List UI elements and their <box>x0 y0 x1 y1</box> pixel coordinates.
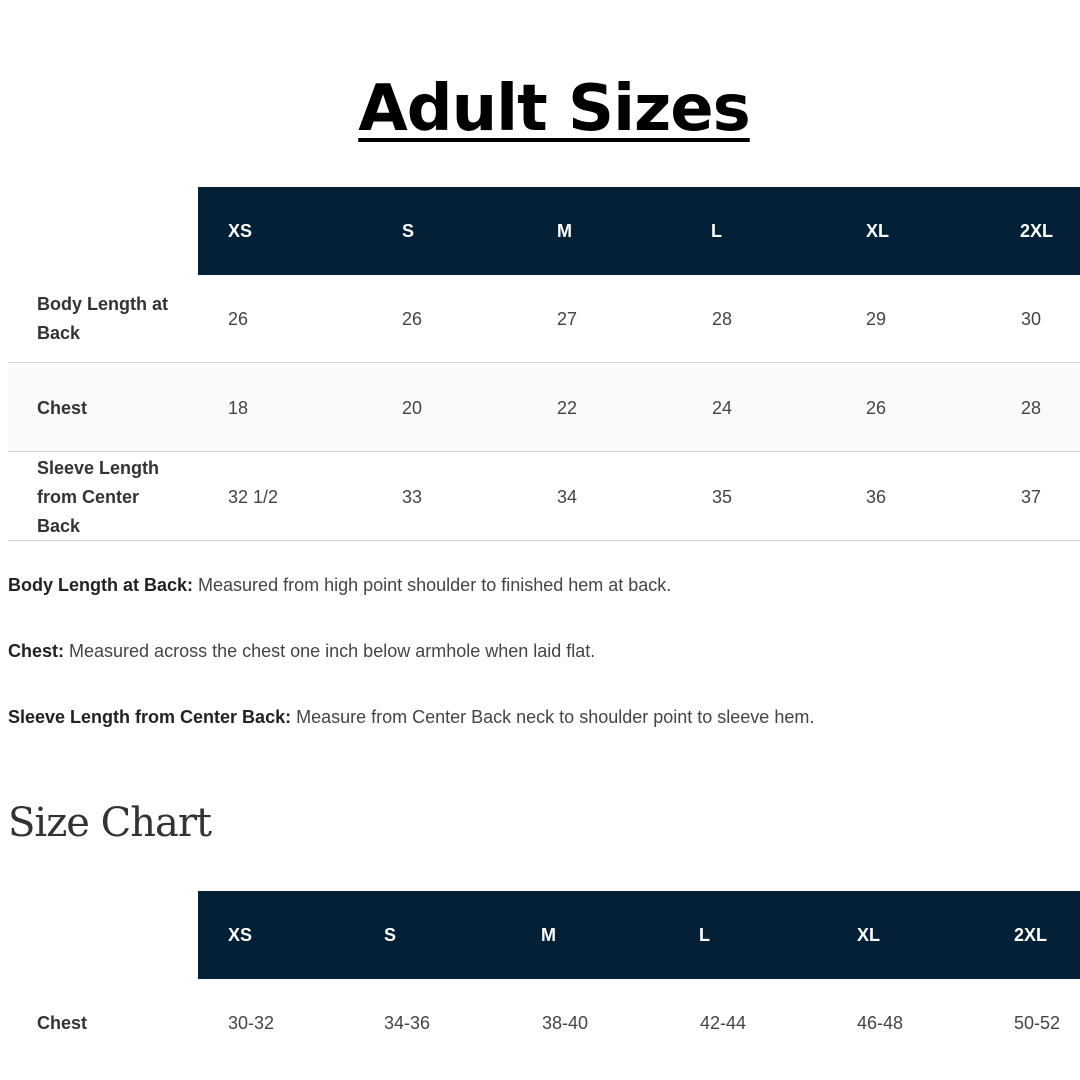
table-cell: 26 <box>866 398 887 418</box>
definition-term: Sleeve Length from Center Back: <box>8 707 292 727</box>
definition-term: Body Length at Back: <box>8 575 194 595</box>
size-table-header <box>198 187 1080 275</box>
table-row <box>8 453 1080 541</box>
table-cell: 24 <box>712 398 733 418</box>
table-cell: 42-44 <box>700 1013 747 1033</box>
table-row <box>8 275 1080 363</box>
table-cell: 18 <box>228 398 249 418</box>
definition-text: Measured from high point shoulder to finished hem at back. <box>193 575 672 595</box>
size-header-s: S <box>402 221 415 241</box>
size-header-xl: XL <box>857 925 881 945</box>
row-label-sleeve-length: Sleeve Length from Center Back <box>37 457 160 536</box>
size-header-l: L <box>711 221 722 241</box>
table-row <box>8 979 1080 1067</box>
table-cell: 32 1/2 <box>228 487 279 507</box>
table-cell: 46-48 <box>857 1013 904 1033</box>
table-cell: 30-32 <box>228 1013 275 1033</box>
table-row <box>8 364 1080 452</box>
size-header-xl: XL <box>866 221 890 241</box>
table-cell: 34-36 <box>384 1013 431 1033</box>
definition-text: Measure from Center Back neck to shoulder point to sleeve hem. <box>291 707 815 727</box>
table-cell: 26 <box>402 309 423 329</box>
row-label-chest: Chest <box>37 397 88 418</box>
row-label-body-length: Body Length at Back <box>37 294 168 343</box>
table-cell: 22 <box>557 398 578 418</box>
table-cell: 30 <box>1021 309 1042 329</box>
size-header-l: L <box>699 925 710 945</box>
table-cell: 20 <box>402 398 423 418</box>
table-cell: 35 <box>712 487 733 507</box>
table-cell: 37 <box>1021 487 1042 507</box>
definition-text: Measured across the chest one inch below armhole when laid flat. <box>64 641 596 661</box>
table-cell: 34 <box>557 487 578 507</box>
size-header-m: M <box>557 221 572 241</box>
size-header-2xl: 2XL <box>1014 925 1048 945</box>
table-cell: 36 <box>866 487 887 507</box>
table-cell: 50-52 <box>1014 1013 1061 1033</box>
table-cell: 38-40 <box>542 1013 589 1033</box>
table-cell: 33 <box>402 487 423 507</box>
table-cell: 27 <box>557 309 578 329</box>
definition-body-length <box>8 575 1068 596</box>
definition-chest <box>8 641 1068 662</box>
size-header-xs: XS <box>228 925 253 945</box>
definition-sleeve-length <box>8 707 1068 728</box>
table-cell: 28 <box>1021 398 1042 418</box>
table-cell: 28 <box>712 309 733 329</box>
section-title: Size Chart <box>8 800 212 846</box>
size-header-s: S <box>384 925 397 945</box>
page-title: Adult Sizes <box>358 72 750 146</box>
table-cell: 29 <box>866 309 887 329</box>
definition-term: Chest: <box>8 641 65 661</box>
table-cell: 26 <box>228 309 249 329</box>
size-header-m: M <box>541 925 556 945</box>
size-chart-header <box>198 891 1080 979</box>
row-label-chest: Chest <box>37 1012 88 1033</box>
size-header-xs: XS <box>228 221 253 241</box>
size-header-2xl: 2XL <box>1020 221 1054 241</box>
